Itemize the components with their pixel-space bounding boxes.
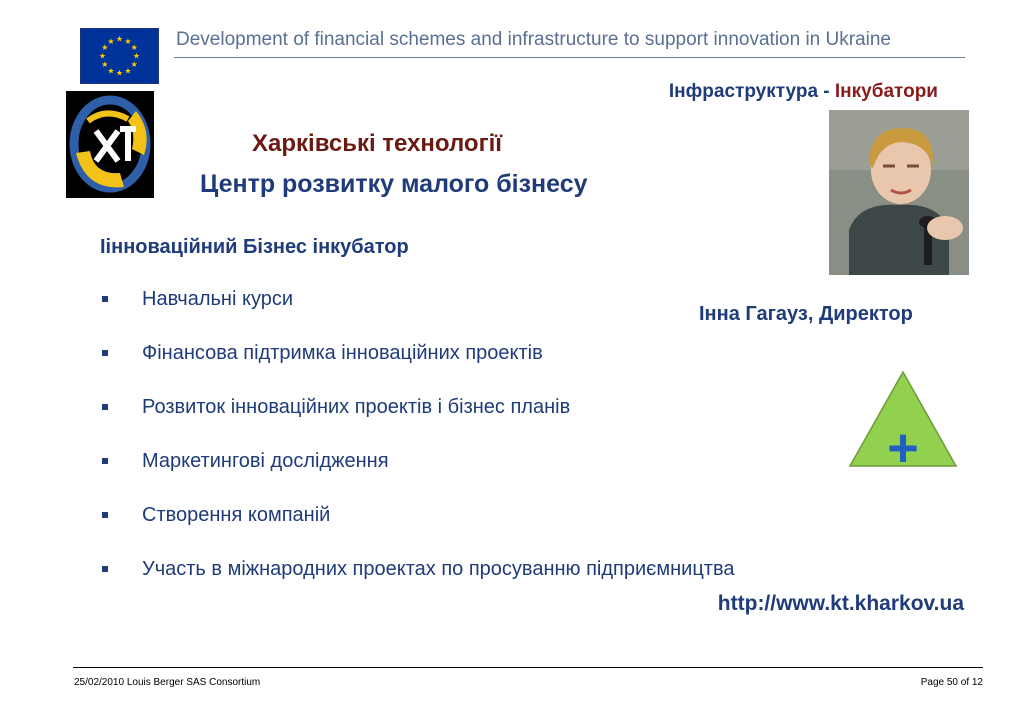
list-item-text: Маркетингові дослідження [142, 450, 389, 472]
kharkiv-technologies-logo-icon [66, 91, 154, 198]
bullet-square-icon [102, 296, 108, 302]
section-label-highlight: Інкубатори [834, 81, 938, 102]
eu-star-icon: ★ [115, 34, 124, 44]
section-label-prefix: Інфраструктура - [668, 81, 835, 102]
plus-symbol: + [887, 418, 919, 468]
services-heading: Іінноваційний Бізнес інкубатор [100, 236, 409, 258]
bullet-square-icon [102, 458, 108, 464]
organization-title: Харківські технології [252, 130, 502, 157]
eu-star-icon: ★ [98, 51, 107, 61]
eu-star-icon: ★ [130, 43, 138, 53]
list-item [100, 342, 734, 396]
list-item-text: Створення компаній [142, 504, 331, 526]
director-caption: Інна Гагауз, Директор [699, 303, 913, 325]
list-item [100, 504, 734, 558]
eu-star-icon: ★ [124, 66, 132, 76]
list-item-text: Фінансова підтримка інноваційних проектів [142, 342, 543, 364]
website-link[interactable]: http://www.kt.kharkov.ua [717, 592, 964, 615]
section-label [669, 81, 938, 103]
list-item-text: Розвиток інноваційних проектів і бізнес планів [142, 396, 571, 418]
list-item [100, 288, 734, 342]
list-item [100, 450, 734, 504]
eu-star-icon: ★ [107, 66, 115, 76]
director-photo [829, 110, 969, 275]
bullet-square-icon [102, 566, 108, 572]
eu-star-icon: ★ [130, 60, 138, 70]
bullet-square-icon [102, 350, 108, 356]
services-list [100, 288, 734, 612]
eu-star-icon: ★ [101, 43, 109, 53]
eu-star-icon: ★ [124, 36, 132, 46]
bullet-square-icon [102, 512, 108, 518]
eu-star-icon: ★ [115, 68, 124, 78]
eu-star-icon: ★ [107, 36, 115, 46]
green-triangle-plus-icon [848, 370, 958, 468]
list-item [100, 558, 734, 612]
list-item-text: Участь в міжнародних проектах по просуванню підприємництва [142, 558, 735, 580]
document-header-title: Development of financial schemes and infrastructure to support innovation in Ukraine [176, 29, 891, 50]
eu-flag-icon [80, 28, 159, 84]
page-number: Page 50 of 12 [920, 677, 983, 688]
footer-divider [73, 667, 983, 668]
eu-star-icon: ★ [132, 51, 141, 61]
footer-left-text: 25/02/2010 Louis Berger SAS Consortium [74, 677, 261, 688]
header-divider [174, 57, 965, 58]
list-item [100, 396, 734, 450]
bullet-square-icon [102, 404, 108, 410]
eu-star-icon: ★ [101, 60, 109, 70]
organization-subtitle: Центр розвитку малого бізнесу [200, 170, 588, 198]
list-item-text: Навчальні курси [142, 288, 294, 310]
